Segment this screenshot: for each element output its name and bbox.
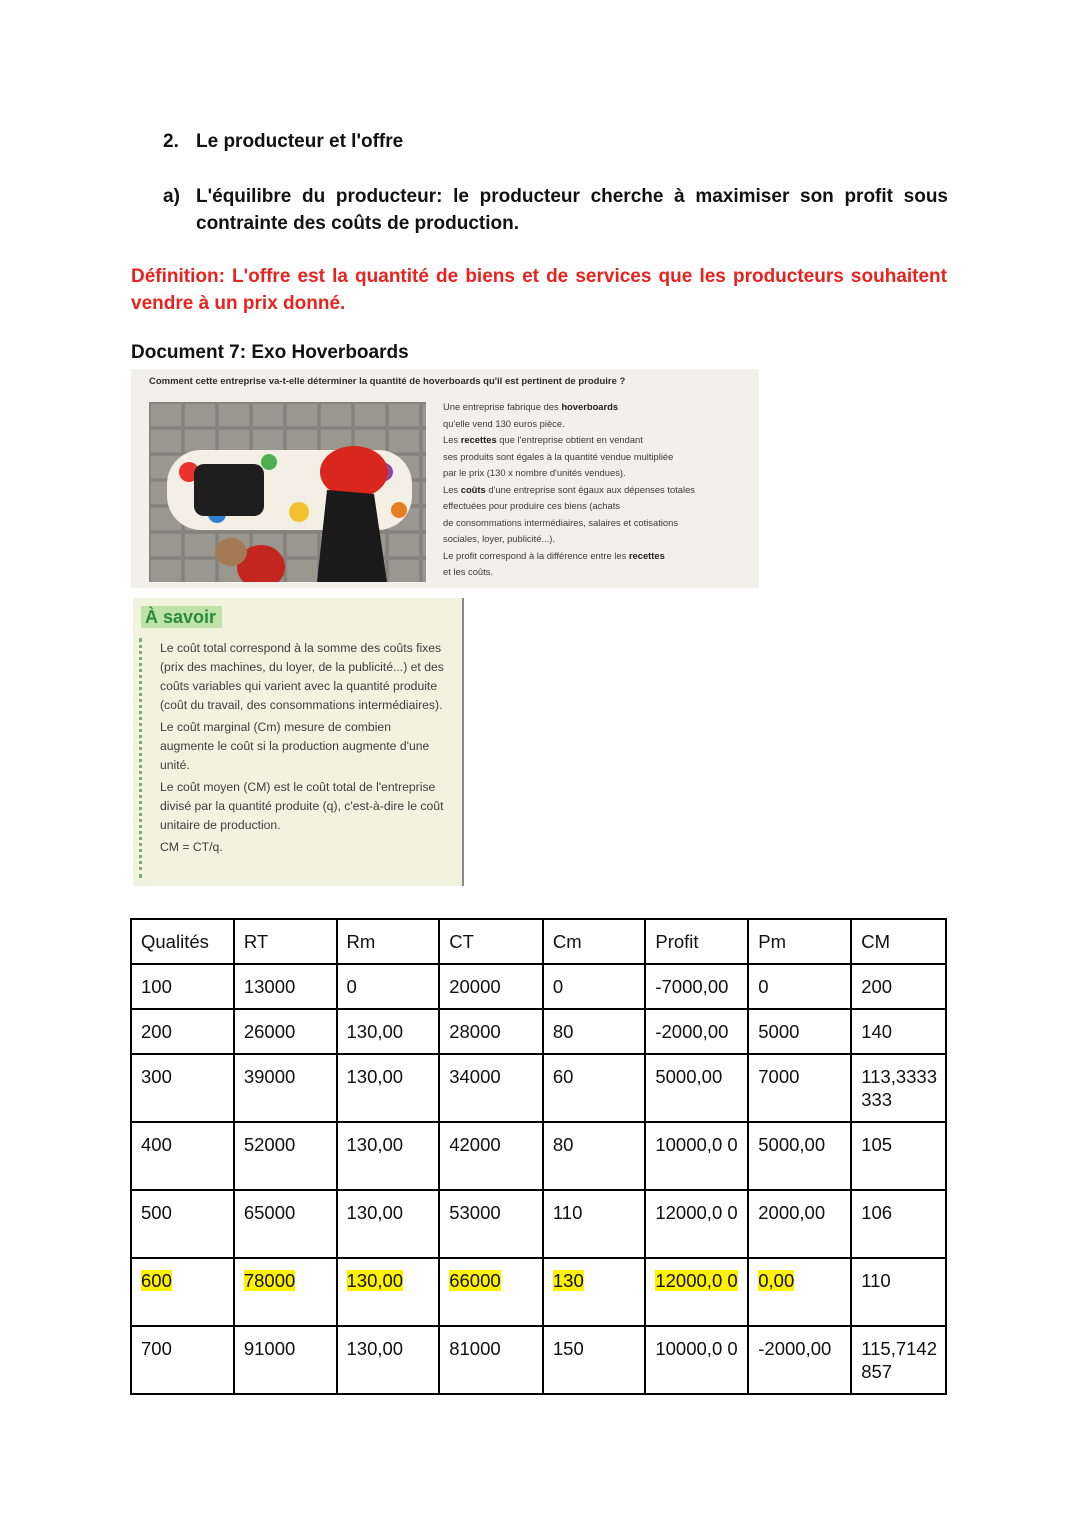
table-cell	[131, 1258, 234, 1326]
table-cell: 20000	[439, 964, 543, 1009]
table-cell: 12000,0 0	[645, 1190, 748, 1258]
desc-line: de consommations intermédiaires, salaires et cotisations	[443, 516, 679, 528]
definition-text: Définition: L'offre est la quantité de biens et de services que les producteurs souhaitent vendre à un prix donné.	[131, 266, 947, 314]
header-cell: Pm	[748, 919, 851, 964]
section-heading	[163, 131, 403, 153]
table-cell: -2000,00	[645, 1009, 748, 1054]
desc-line: par le prix (130 x nombre d'unités vendues).	[443, 467, 626, 478]
subsection-heading	[163, 183, 948, 237]
table-row-highlighted	[131, 1258, 946, 1326]
table-cell: 115,7142 857	[851, 1326, 946, 1394]
table-header-row	[131, 919, 946, 964]
table-cell: 700	[131, 1326, 234, 1394]
table-cell: 105	[851, 1122, 946, 1190]
header-cell: Rm	[337, 919, 440, 964]
table-cell: 81000	[439, 1326, 543, 1394]
table-cell: 42000	[439, 1122, 543, 1190]
highlighted-value: 130,00	[346, 1270, 404, 1291]
table-cell: 7000	[748, 1054, 851, 1122]
subsection-letter: a)	[163, 186, 180, 207]
highlighted-value: 66000	[449, 1270, 501, 1291]
table-cell: 300	[131, 1054, 234, 1122]
table-cell	[748, 1258, 851, 1326]
table-cell: 80	[543, 1122, 645, 1190]
table-cell: 130,00	[337, 1122, 440, 1190]
table-cell: 10000,0 0	[645, 1326, 748, 1394]
desc-line: Les recettes que l'entreprise obtient en vendant	[443, 434, 643, 445]
table-row	[131, 964, 946, 1009]
a-savoir-paragraph: Le coût moyen (CM) est le coût total de l'entreprise divisé par la quantité produite (q), c'est-à-dire le coût unitaire de production.	[160, 780, 444, 832]
a-savoir-paragraph: Le coût total correspond à la somme des coûts fixes (prix des machines, du loyer, de la publicité...) et des coûts variables qui varient avec la quantité produite (coût du travail, des consommations intermédiaires).	[160, 641, 444, 712]
desc-line: effectuées pour produire ces biens (achats	[443, 500, 621, 511]
table-cell	[645, 1258, 748, 1326]
table-cell: -7000,00	[645, 964, 748, 1009]
table-row	[131, 1122, 946, 1190]
table-cell	[439, 1258, 543, 1326]
table-cell: 140	[851, 1009, 946, 1054]
hoverboard-photo	[149, 402, 426, 582]
table-cell: 39000	[234, 1054, 337, 1122]
dotted-divider	[139, 638, 142, 878]
document-title: Document 7: Exo Hoverboards	[131, 342, 409, 363]
header-cell: RT	[234, 919, 337, 964]
table-cell: 5000,00	[645, 1054, 748, 1122]
highlighted-value: 130	[552, 1270, 584, 1291]
section-number: 2.	[163, 131, 179, 152]
table-cell: 130,00	[337, 1054, 440, 1122]
desc-line: sociales, loyer, publicité...).	[443, 533, 556, 544]
a-savoir-box	[133, 598, 464, 886]
a-savoir-body	[160, 639, 445, 860]
highlighted-value: 600	[141, 1270, 172, 1291]
desc-line: Les coûts d'une entreprise sont égaux aux dépenses totales	[443, 483, 695, 495]
table-cell: 130,00	[337, 1009, 440, 1054]
desc-line: qu'elle vend 130 euros pièce.	[443, 417, 565, 429]
table-cell: 91000	[234, 1326, 337, 1394]
table-cell: 110	[543, 1190, 645, 1258]
a-savoir-formula: CM = CT/q.	[160, 840, 223, 854]
table-cell: 113,3333 333	[851, 1054, 946, 1122]
table-row	[131, 1054, 946, 1122]
table-cell: 0	[337, 964, 440, 1009]
table-cell: 26000	[234, 1009, 337, 1054]
textbook-excerpt	[131, 369, 759, 588]
table-cell: 500	[131, 1190, 234, 1258]
highlighted-value: 0,00	[758, 1270, 795, 1291]
table-cell: 5000	[748, 1009, 851, 1054]
section-title: Le producteur et l'offre	[196, 131, 404, 152]
table-cell: 53000	[439, 1190, 543, 1258]
table-cell: 200	[131, 1009, 234, 1054]
table-cell: 400	[131, 1122, 234, 1190]
table-cell: 200	[851, 964, 946, 1009]
table-cell: 80	[543, 1009, 645, 1054]
highlighted-value: 12000,0 0	[655, 1270, 738, 1291]
table-cell: 60	[543, 1054, 645, 1122]
table-row	[131, 1009, 946, 1054]
header-cell: CM	[851, 919, 946, 964]
a-savoir-title: À savoir	[141, 606, 222, 628]
highlighted-value: 78000	[243, 1270, 296, 1291]
table-cell: 5000,00	[748, 1122, 851, 1190]
table-cell: 52000	[234, 1122, 337, 1190]
table-cell	[234, 1258, 337, 1326]
desc-line: Le profit correspond à la différence entre les recettes	[443, 549, 665, 561]
table-cell	[543, 1258, 645, 1326]
desc-line: ses produits sont égales à la quantité vendue multipliée	[443, 450, 674, 462]
header-cell: Qualités	[131, 919, 234, 964]
table-cell: 13000	[234, 964, 337, 1009]
table-cell: 106	[851, 1190, 946, 1258]
header-cell: Profit	[645, 919, 748, 964]
table-cell: 0	[748, 964, 851, 1009]
table-cell	[337, 1258, 440, 1326]
production-table	[130, 918, 947, 1395]
table-cell: 65000	[234, 1190, 337, 1258]
table-row	[131, 1190, 946, 1258]
excerpt-question: Comment cette entreprise va-t-elle déterminer la quantité de hoverboards qu'il est pertinent de produire ?	[149, 376, 626, 387]
table-row	[131, 1326, 946, 1394]
desc-line: Une entreprise fabrique des hoverboards	[443, 401, 619, 412]
header-cell: CT	[439, 919, 543, 964]
table-cell: 130,00	[337, 1190, 440, 1258]
a-savoir-paragraph: Le coût marginal (Cm) mesure de combien augmente le coût si la production augmente d'une unité.	[160, 720, 430, 772]
table-cell: 28000	[439, 1009, 543, 1054]
table-cell: 0	[543, 964, 645, 1009]
table-cell: 110	[851, 1258, 946, 1326]
subsection-title: L'équilibre du producteur: le producteur cherche à maximiser son profit sous contrainte des coûts de production.	[196, 186, 948, 234]
table-cell: -2000,00	[748, 1326, 851, 1394]
table-cell: 10000,0 0	[645, 1122, 748, 1190]
table-cell: 130,00	[337, 1326, 440, 1394]
header-cell: Cm	[543, 919, 645, 964]
excerpt-description	[443, 399, 753, 581]
table-cell: 34000	[439, 1054, 543, 1122]
table-cell: 100	[131, 964, 234, 1009]
table-cell: 2000,00	[748, 1190, 851, 1258]
table-cell: 150	[543, 1326, 645, 1394]
desc-line: et les coûts.	[443, 566, 494, 577]
